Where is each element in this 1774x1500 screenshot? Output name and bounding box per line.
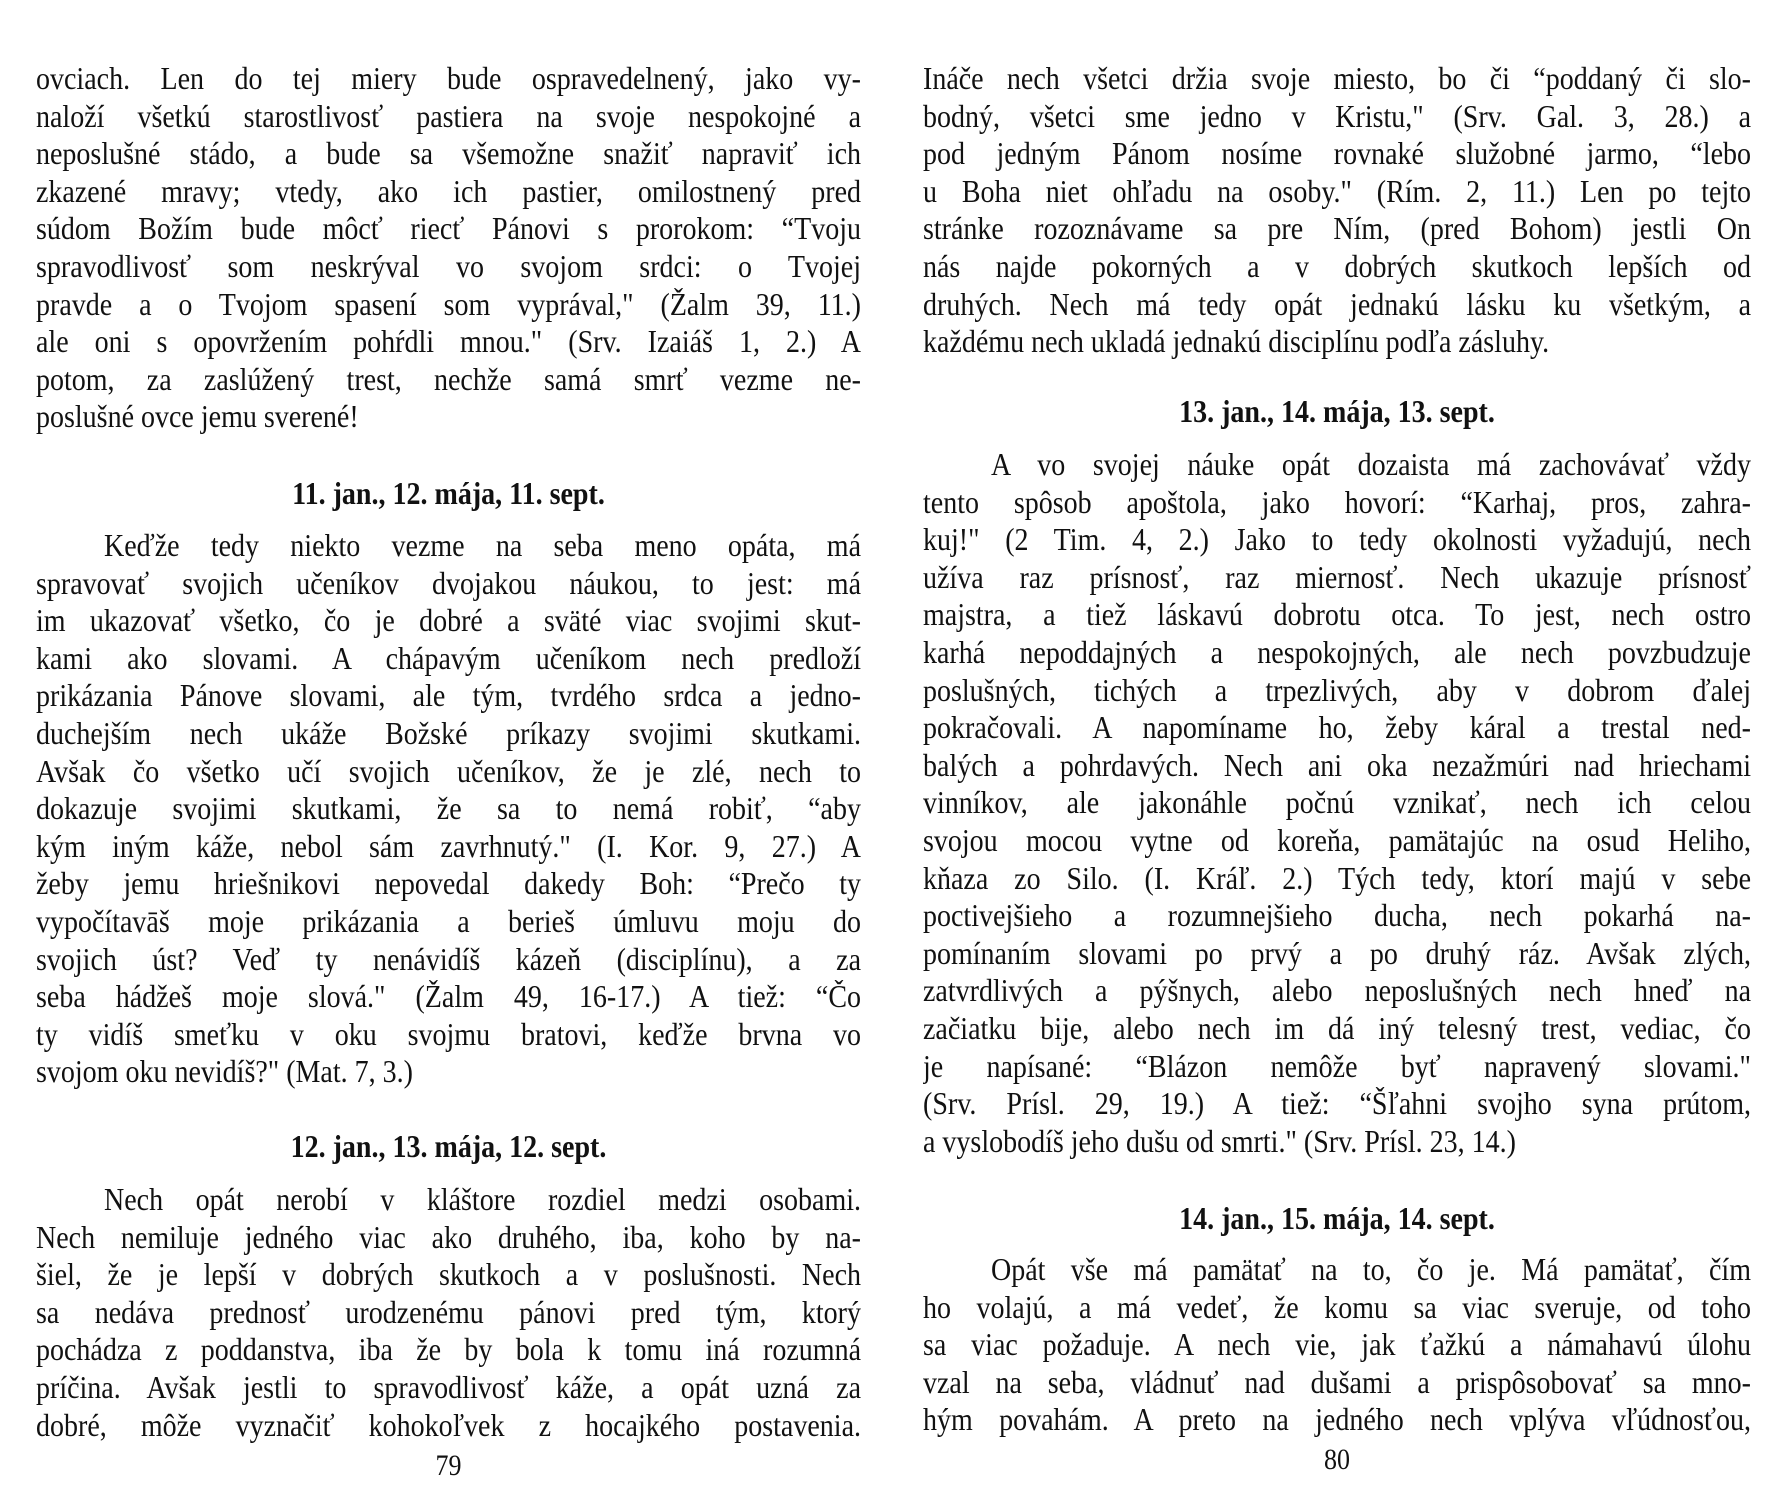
text-line: vypočítavāš moje prikázania a berieš úmluvu moju do: [36, 905, 861, 940]
paragraph: [923, 1252, 1751, 1440]
text-line: Ináče nech všetci držia svoje miesto, bo či “poddaný či slo-: [923, 62, 1751, 97]
text-line: stránke rozoznávame sa pre Ním, (pred Bohom) jestli On: [923, 212, 1751, 248]
text-line: ho volajú, a má vedeť, že komu sa viac sveruje, od toho: [923, 1290, 1751, 1326]
text-line: pokračovali. A napomíname ho, žeby káral a trestal ned-: [923, 711, 1751, 746]
text-line: každému nech ukladá jednakú disciplínu podľa zásluhy.: [923, 325, 1550, 360]
text-line: sa nedáva prednosť urodzenému pánovi pred tým, ktorý: [36, 1295, 861, 1331]
section-heading: [923, 394, 1751, 432]
paragraph: [923, 447, 1751, 1161]
section-heading-text: 11. jan., 12. mája, 11. sept.: [292, 477, 605, 512]
text-line: ale oni s opovržením pohŕdli mnou." (Srv. Izaiáš 1, 2.) A: [36, 325, 861, 360]
text-line: dobré, môže vyznačiť kohokoľvek z hocajkého postavenia.: [36, 1408, 861, 1444]
text-line: užíva raz prísnosť, raz miernosť. Nech ukazuje prísnosť: [923, 560, 1751, 596]
text-line: a vyslobodíš jeho dušu od smrti." (Srv. Prísl. 23, 14.): [923, 1124, 1516, 1160]
text-line: pomínaním slovami po prvý a po druhý ráz. Avšak zlých,: [923, 936, 1751, 972]
text-line: zatvrdlivých a pýšnych, alebo neposlušných nech hneď na: [923, 974, 1751, 1010]
text-line: im ukazovať všetko, čo je dobré a sväté viac svojimi skut-: [36, 604, 861, 640]
text-line: súdom Božím bude môcť riecť Pánovi s prorokom: “Tvoju: [36, 212, 861, 248]
text-line: dokazuje svojimi skutkami, že sa to nemá robiť, “aby: [36, 792, 861, 827]
section-heading-text: 12. jan., 13. mája, 12. sept.: [290, 1130, 607, 1165]
page-right: [923, 0, 1751, 1500]
text-line: vzal na seba, vládnuť nad dušami a prispôsobovať sa mno-: [923, 1365, 1751, 1401]
text-line: balých a pohrdavých. Nech ani oka nezažmúri nad hriechami: [923, 748, 1751, 784]
text-line: ty vidíš smeťku v oku svojmu bratovi, keďže brvna vo: [36, 1017, 861, 1053]
text-line: poslušné ovce jemu sverené!: [36, 400, 359, 436]
text-line: kým iným káže, nebol sám zavrhnutý." (I. Kor. 9, 27.) A: [36, 829, 861, 865]
text-line: potom, za zaslúžený trest, nechže samá smrť vezme ne-: [36, 362, 861, 398]
text-line: druhých. Nech má tedy opát jednakú lásku ku všetkým, a: [923, 287, 1751, 323]
text-line: naloží všetkú starostlivosť pastiera na svoje nespokojné a: [36, 99, 861, 135]
text-line: svojich úst? Veď ty nenávidíš kázeň (disciplínu), a za: [36, 942, 861, 978]
page-number: 80: [1324, 1443, 1350, 1476]
text-line: majstra, a tiež láskavú dobrotu otca. To jest, nech ostro: [923, 598, 1751, 634]
text-line: Opát vše má pamätať na to, čo je. Má pamätať, čím: [991, 1253, 1751, 1288]
text-line: pochádza z poddanstva, iba že by bola k tomu iná rozumná: [36, 1333, 861, 1369]
text-line: karhá nepoddajných a nespokojných, ale nech povzbudzuje: [923, 636, 1751, 671]
text-line: sa viac požaduje. A nech vie, jak ťažkú a námahavú úlohu: [923, 1328, 1751, 1364]
text-line: vinníkov, ale jakonáhle počnú vznikať, nech ich celou: [923, 786, 1751, 822]
text-line: príčina. Avšak jestli to spravodlivosť káže, a opát uzná za: [36, 1371, 861, 1406]
paragraph: [36, 528, 861, 1092]
text-line: kami ako slovami. A chápavým učeníkom nech predloží: [36, 641, 861, 677]
section-heading: [36, 1129, 861, 1167]
text-line: neposlušné stádo, a bude sa všemožne snažiť napraviť ich: [36, 137, 861, 173]
text-line: svojou mocou vytne od koreňa, pamätajúc na osud Heliho,: [923, 824, 1751, 859]
text-line: prikázania Pánove slovami, ale tým, tvrdého srdca a jedno-: [36, 679, 861, 715]
section-heading: [923, 1201, 1751, 1239]
text-line: zkazené mravy; vtedy, ako ich pastier, omilostnený pred: [36, 174, 861, 210]
text-line: spravodlivosť som neskrýval vo svojom srdci: o Tvojej: [36, 250, 861, 285]
text-line: svojom oku nevidíš?" (Mat. 7, 3.): [36, 1055, 413, 1091]
text-line: pravde a o Tvojom spasení som vyprával," (Žalm 39, 11.): [36, 287, 861, 323]
text-line: Keďže tedy niekto vezme na seba meno opáta, má: [104, 529, 861, 564]
section-heading: [36, 476, 861, 514]
text-line: pod jedným Pánom nosíme rovnaké služobné jarmo, “lebo: [923, 137, 1751, 173]
text-line: bodný, všetci sme jedno v Kristu," (Srv. Gal. 3, 28.) a: [923, 99, 1751, 135]
text-line: u Boha niet ohľadu na osoby." (Rím. 2, 11.) Len po tejto: [923, 174, 1751, 210]
text-line: žeby jemu hriešnikovi nepovedal dakedy Boh: “Prečo ty: [36, 867, 861, 903]
text-line: šiel, že je lepší v dobrých skutkoch a v poslušnosti. Nech: [36, 1258, 861, 1294]
text-line: duchejším nech ukáže Božské príkazy svojimi skutkami.: [36, 717, 861, 752]
text-line: tento spôsob apoštola, jako hovorí: “Karhaj, pros, zahra-: [923, 485, 1751, 521]
section-heading-text: 14. jan., 15. mája, 14. sept.: [1179, 1202, 1495, 1237]
text-line: kuj!" (2 Tim. 4, 2.) Jako to tedy okolnosti vyžadujú, nech: [923, 523, 1751, 559]
paragraph: [923, 61, 1751, 362]
text-line: je napísané: “Blázon nemôže byť napravený slovami.": [923, 1049, 1751, 1085]
text-line: spravovať svojich učeníkov dvojakou náukou, to jest: má: [36, 566, 861, 602]
text-line: nás najde pokorných a v dobrých skutkoch lepších od: [923, 250, 1751, 285]
text-line: začiatku bije, alebo nech im dá iný telesný trest, vediac, čo: [923, 1012, 1751, 1047]
text-line: kňaza zo Silo. (I. Kráľ. 2.) Tých tedy, ktorí majú v sebe: [923, 861, 1751, 897]
text-line: hým povahám. A preto na jedného nech vplýva vľúdnosťou,: [923, 1403, 1751, 1439]
text-line: (Srv. Prísl. 29, 19.) A tiež: “Šľahni svojho syna prútom,: [923, 1087, 1751, 1122]
section-heading-text: 13. jan., 14. mája, 13. sept.: [1179, 395, 1495, 430]
text-line: ovciach. Len do tej miery bude ospravedelnený, jako vy-: [36, 62, 861, 97]
text-line: Nech nemiluje jedného viac ako druhého, iba, koho by na-: [36, 1220, 861, 1256]
page-number: 79: [435, 1449, 462, 1482]
page-left: [36, 0, 861, 1500]
text-line: A vo svojej náuke opát dozaista má zachovávať vždy: [991, 448, 1751, 483]
text-line: poctivejšieho a rozumnejšieho ducha, nech pokarhá na-: [923, 899, 1751, 934]
text-line: seba hádžeš moje slová." (Žalm 49, 16-17.) A tiež: “Čo: [36, 980, 861, 1015]
paragraph: [36, 61, 861, 437]
text-line: Nech opát nerobí v kláštore rozdiel medzi osobami.: [104, 1183, 861, 1218]
paragraph: [36, 1182, 861, 1445]
text-line: Avšak čo všetko učí svojich učeníkov, že je zlé, nech to: [36, 754, 861, 790]
text-line: poslušných, tichých a trpezlivých, aby v dobrom ďalej: [923, 673, 1751, 709]
